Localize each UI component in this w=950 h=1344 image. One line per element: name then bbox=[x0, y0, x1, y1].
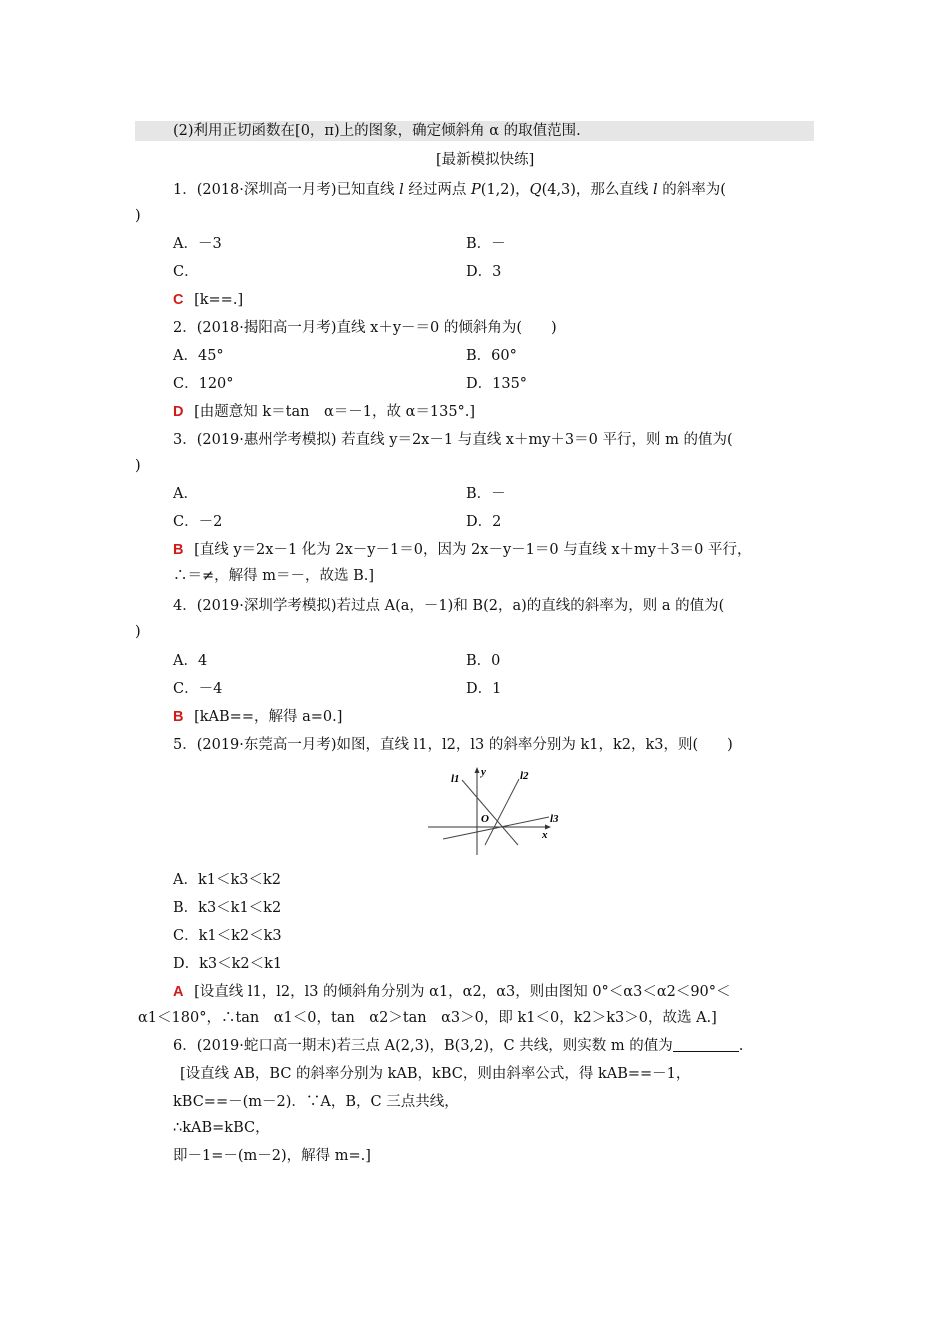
q3-option-c: C．－2 bbox=[173, 514, 223, 530]
q6-stem-end: . bbox=[738, 1038, 744, 1054]
q1-stem bbox=[173, 180, 726, 200]
q1-answer-letter: C bbox=[173, 292, 184, 308]
q1-stem-var: Q bbox=[529, 182, 542, 198]
q3-option-d: D．2 bbox=[466, 514, 502, 530]
q2-stem: 2．(2018·揭阳高一月考)直线 x＋y－＝0 的倾斜角为( ) bbox=[173, 320, 557, 336]
q3-answer bbox=[173, 540, 752, 560]
q6-stem bbox=[173, 1036, 743, 1056]
q2-option-d: D．135° bbox=[466, 376, 528, 392]
q4-answer bbox=[173, 707, 342, 727]
q4-option-d: D．1 bbox=[466, 681, 502, 697]
q3-option-a: A． bbox=[173, 486, 198, 502]
q1-stem-part: (1,2)， bbox=[480, 182, 530, 198]
label-origin: O bbox=[481, 813, 489, 825]
q2-answer-letter: D bbox=[173, 404, 184, 420]
q2-option-b: B．60° bbox=[466, 348, 517, 364]
header-line bbox=[135, 121, 814, 141]
q4-answer-letter: B bbox=[173, 709, 184, 725]
q6-solution-2: kBC==－(m－2)．∵A，B，C 三点共线， bbox=[173, 1094, 459, 1110]
q3-option-b: B．－ bbox=[466, 486, 506, 502]
q1-stem-part: 的斜率为( bbox=[657, 182, 726, 198]
q6-stem-text: 6．(2019·蛇口高一期末)若三点 A(2,3)，B(3,2)，C 共线，则实数 m 的值为 bbox=[173, 1038, 673, 1054]
label-l2: l2 bbox=[520, 770, 529, 782]
q2-option-c: C．120° bbox=[173, 376, 234, 392]
q5-stem: 5．(2019·东莞高一月考)如图，直线 l1，l2，l3 的斜率分别为 k1，k2，k3，则( ) bbox=[173, 737, 733, 753]
q1-stem-var: P bbox=[471, 182, 481, 198]
q6-solution-4: 即－1=－(m－2)，解得 m=.] bbox=[173, 1148, 371, 1164]
q5-option-b: B．k3＜k1＜k2 bbox=[173, 900, 282, 916]
label-x: x bbox=[542, 829, 548, 841]
y-axis-arrow bbox=[475, 767, 480, 773]
section-title: [最新模拟快练] bbox=[436, 152, 535, 168]
q5-answer-text: [设直线 l1，l2，l3 的倾斜角分别为 α1，α2，α3，则由图知 0°＜α3＜α2＜90°＜ bbox=[194, 984, 731, 1000]
label-l1: l1 bbox=[451, 773, 460, 785]
q1-option-c: C． bbox=[173, 264, 199, 280]
q4-stem-cont: ) bbox=[135, 624, 141, 640]
q5-answer bbox=[173, 982, 731, 1002]
q6-solution-3: ∴kAB=kBC， bbox=[173, 1120, 270, 1136]
q1-answer bbox=[173, 290, 243, 310]
q4-option-a: A．4 bbox=[173, 653, 208, 669]
q1-option-b: B．－ bbox=[466, 236, 506, 252]
q5-answer-cont: α1＜180°，∴tan α1＜0，tan α2＞tan α3＞0，即 k1＜0，k2＞k3＞0，故选 A.] bbox=[138, 1010, 717, 1026]
label-l3: l3 bbox=[550, 813, 559, 825]
q1-option-a: A．－3 bbox=[173, 236, 222, 252]
q1-answer-text: [k==.] bbox=[194, 292, 244, 308]
q5-answer-letter: A bbox=[173, 984, 184, 1000]
q3-answer-text: [直线 y＝2x－1 化为 2x－y－1＝0，因为 2x－y－1＝0 与直线 x＋my＋3＝0 平行， bbox=[194, 542, 752, 558]
q3-stem: 3．(2019·惠州学考模拟) 若直线 y＝2x－1 与直线 x＋my＋3＝0 平行，则 m 的值为( bbox=[173, 432, 733, 448]
q2-answer-text: [由题意知 k＝tan α＝－1，故 α＝135°.] bbox=[194, 404, 476, 420]
q4-stem: 4．(2019·深圳学考模拟)若过点 A(a，－1)和 B(2，a)的直线的斜率为，则 a 的值为( bbox=[173, 598, 725, 614]
q3-stem-cont: ) bbox=[135, 458, 141, 474]
label-y: y bbox=[481, 766, 486, 778]
q5-option-a: A．k1＜k3＜k2 bbox=[173, 872, 282, 888]
q1-option-d: D．3 bbox=[466, 264, 502, 280]
q4-option-b: B．0 bbox=[466, 653, 501, 669]
q3-answer-letter: B bbox=[173, 542, 184, 558]
q1-stem-var: l bbox=[653, 182, 658, 198]
q4-option-c: C．－4 bbox=[173, 681, 223, 697]
q1-stem-part: 经过两点 bbox=[403, 182, 472, 198]
q6-solution-1: [设直线 AB，BC 的斜率分别为 kAB，kBC，则由斜率公式，得 kAB==－1， bbox=[180, 1066, 691, 1082]
q1-stem-part: 1．(2018·深圳高一月考)已知直线 bbox=[173, 182, 400, 198]
q1-stem-part: (4,3)，那么直线 bbox=[541, 182, 654, 198]
q2-option-a: A．45° bbox=[173, 348, 224, 364]
header-text: (2)利用正切函数在[0，π)上的图象，确定倾斜角 α 的取值范围. bbox=[173, 123, 581, 139]
line-l3 bbox=[443, 817, 549, 839]
q5-option-c: C．k1＜k2＜k3 bbox=[173, 928, 282, 944]
q4-answer-text: [kAB==，解得 a=0.] bbox=[194, 709, 343, 725]
q1-stem-cont: ) bbox=[135, 208, 141, 224]
q1-stem-var: l bbox=[399, 182, 404, 198]
q3-answer-cont: ∴＝≠，解得 m＝－，故选 B.] bbox=[173, 568, 375, 584]
q5-option-d: D．k3＜k2＜k1 bbox=[173, 956, 283, 972]
q2-answer bbox=[173, 402, 475, 422]
q6-answer-blank[interactable] bbox=[673, 1037, 739, 1052]
q5-figure bbox=[425, 765, 565, 860]
